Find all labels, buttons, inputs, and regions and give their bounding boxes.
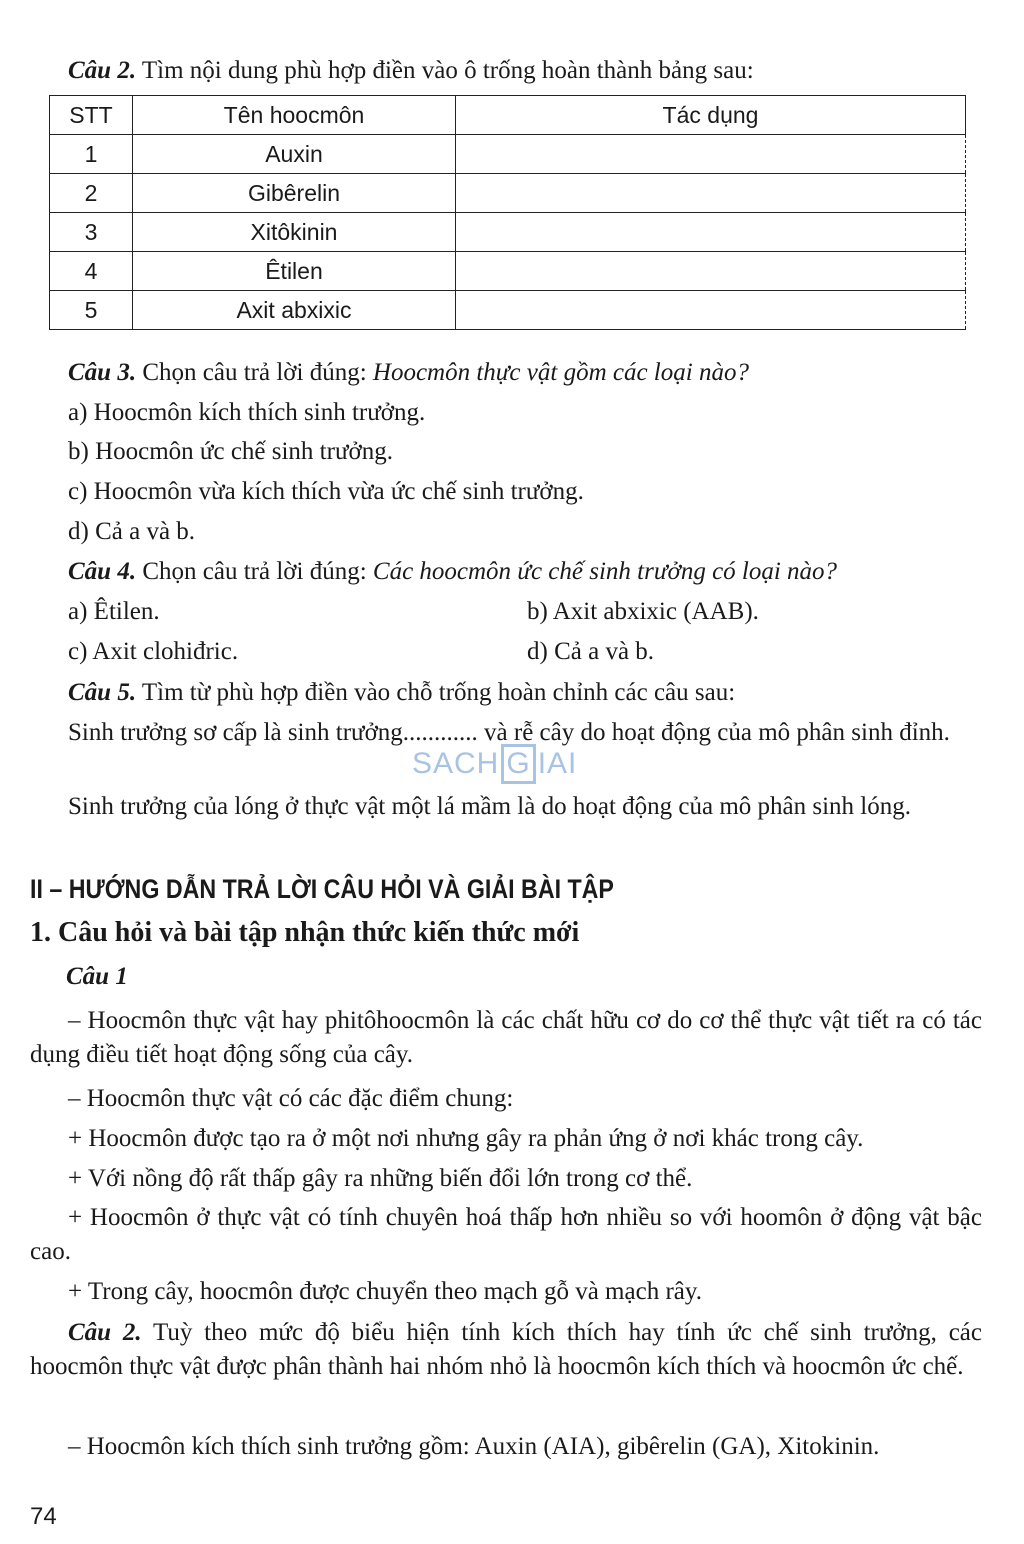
cell-name: Auxin <box>133 135 456 174</box>
cell-stt: 5 <box>50 291 133 330</box>
watermark-left: SACH <box>412 747 500 780</box>
watermark-right: IAI <box>537 747 578 780</box>
cell-name: Axit abxixic <box>133 291 456 330</box>
answer-2-text: Tuỳ theo mức độ biểu hiện tính kích thích hay tính ức chế sinh trưởng, các hoocmôn thực vật được phân thành hai nhóm nhỏ là hoocmôn kích thích và hoocmôn ức chế. <box>30 1319 982 1380</box>
q4-option-b: b) Axit abxixic (AAB). <box>527 598 759 625</box>
cell-effect-blank <box>456 213 966 252</box>
answer-1-paragraph-6: + Trong cây, hoocmôn được chuyển theo mạch gỗ và mạch rây. <box>68 1278 702 1305</box>
watermark-logo <box>412 744 577 784</box>
cell-effect-blank <box>456 252 966 291</box>
q3-question-text: Hoocmôn thực vật gồm các loại nào? <box>372 359 749 386</box>
cell-effect-blank <box>456 291 966 330</box>
q4-question <box>68 555 837 589</box>
q3-label: Câu 3. <box>68 359 137 386</box>
q3-option-d: d) Cả a và b. <box>68 518 196 545</box>
table-row <box>50 291 966 330</box>
cell-stt: 1 <box>50 135 133 174</box>
table-row <box>50 252 966 291</box>
cell-name: Xitôkinin <box>133 213 456 252</box>
subsection-heading: 1. Câu hỏi và bài tập nhận thức kiến thức mới <box>30 917 580 948</box>
q3-option-c: c) Hoocmôn vừa kích thích vừa ức chế sinh trưởng. <box>68 478 584 505</box>
q4-label: Câu 4. <box>68 558 137 585</box>
q4-lead: Chọn câu trả lời đúng: <box>136 558 373 585</box>
q5-paragraph-2: Sinh trưởng của lóng ở thực vật một lá mầm là do hoạt động của mô phân sinh lóng. <box>68 793 911 820</box>
section-heading: II – HƯỚNG DẪN TRẢ LỜI CÂU HỎI VÀ GIẢI BÀI TẬP <box>30 874 614 904</box>
page-number: 74 <box>30 1503 57 1530</box>
header-stt: STT <box>50 96 133 135</box>
answer-1-label: Câu 1 <box>66 963 128 990</box>
answer-2-label: Câu 2. <box>68 1319 142 1346</box>
header-effect: Tác dụng <box>456 96 966 135</box>
q5-text: Tìm từ phù hợp điền vào chỗ trống hoàn chỉnh các câu sau: <box>136 679 736 706</box>
cell-effect-blank <box>456 174 966 213</box>
cell-effect-blank <box>456 135 966 174</box>
q3-option-b: b) Hoocmôn ức chế sinh trưởng. <box>68 438 393 465</box>
q3-question <box>68 356 749 390</box>
cell-name: Gibêrelin <box>133 174 456 213</box>
watermark-g: G <box>501 744 535 784</box>
answer-1-paragraph-5: + Hoocmôn ở thực vật có tính chuyên hoá thấp hơn nhiều so với hoomôn ở động vật bậc cao. <box>30 1204 982 1265</box>
q4-option-a: a) Êtilen. <box>68 598 160 625</box>
answer-2-paragraph-1 <box>30 1316 982 1384</box>
q3-option-a: a) Hoocmôn kích thích sinh trưởng. <box>68 399 426 426</box>
q5-paragraph-1: Sinh trưởng sơ cấp là sinh trưởng............ và rễ cây do hoạt động của mô phân sinh đỉnh. <box>68 719 950 746</box>
cell-stt: 2 <box>50 174 133 213</box>
answer-1-paragraph-1: – Hoocmôn thực vật hay phitôhoocmôn là các chất hữu cơ do cơ thể thực vật tiết ra có tác dụng điều tiết hoạt động sống của cây. <box>30 1007 982 1068</box>
answer-1-paragraph-4: + Với nồng độ rất thấp gây ra những biến đổi lớn trong cơ thể. <box>68 1165 693 1192</box>
q2-label: Câu 2. <box>68 57 137 84</box>
q2-text: Tìm nội dung phù hợp điền vào ô trống hoàn thành bảng sau: <box>136 57 754 84</box>
q4-question-text: Các hoocmôn ức chế sinh trưởng có loại nào? <box>372 558 838 585</box>
q5-question <box>68 676 735 710</box>
table-header-row <box>50 96 966 135</box>
hormone-table <box>49 95 966 330</box>
answer-1-paragraph-2: – Hoocmôn thực vật có các đặc điểm chung: <box>68 1085 514 1112</box>
table-row <box>50 174 966 213</box>
q5-label: Câu 5. <box>68 679 137 706</box>
q4-option-c: c) Axit clohiđric. <box>68 638 239 665</box>
header-name: Tên hoocmôn <box>133 96 456 135</box>
table-row <box>50 213 966 252</box>
answer-1-paragraph-3: + Hoocmôn được tạo ra ở một nơi nhưng gây ra phản ứng ở nơi khác trong cây. <box>68 1125 864 1152</box>
cell-stt: 4 <box>50 252 133 291</box>
cell-name: Êtilen <box>133 252 456 291</box>
q4-option-d: d) Cả a và b. <box>527 638 655 665</box>
cell-stt: 3 <box>50 213 133 252</box>
q3-lead: Chọn câu trả lời đúng: <box>136 359 373 386</box>
q2-intro <box>68 54 754 88</box>
answer-2-paragraph-2: – Hoocmôn kích thích sinh trưởng gồm: Auxin (AIA), gibêrelin (GA), Xitokinin. <box>68 1433 880 1460</box>
table-row <box>50 135 966 174</box>
